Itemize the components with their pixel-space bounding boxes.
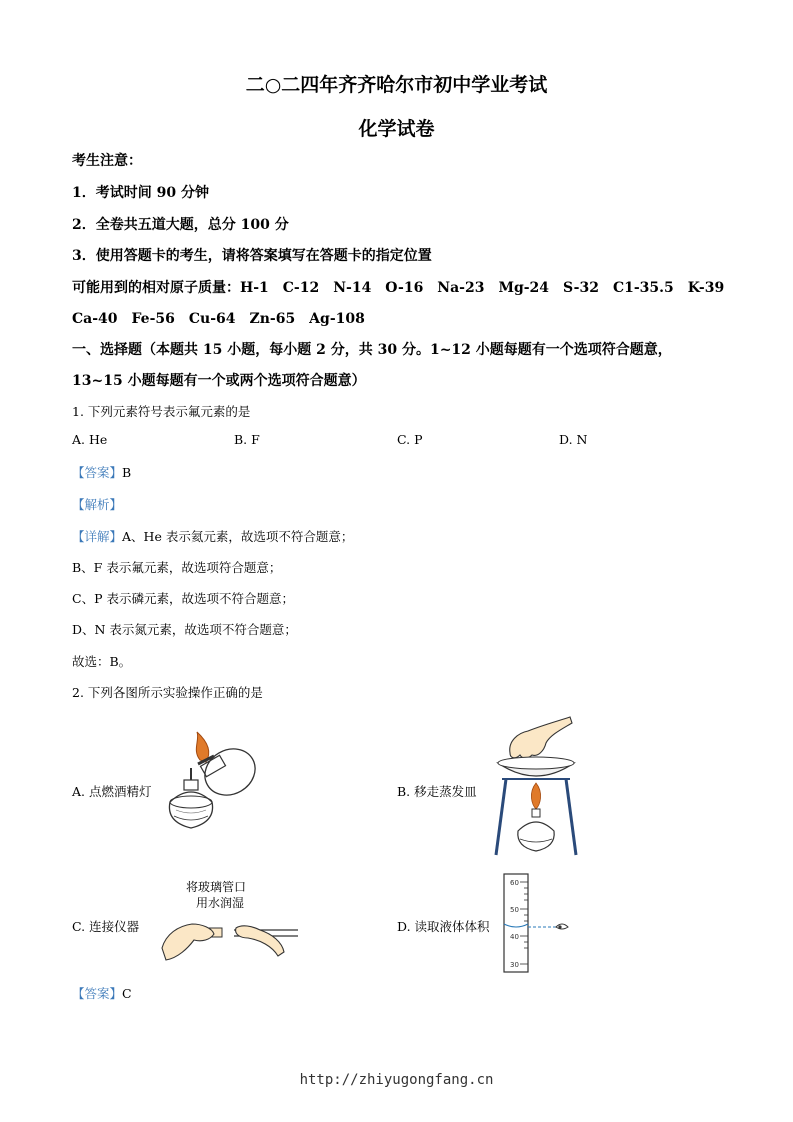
figure-evaporating-dish-illustration — [488, 713, 583, 858]
detail-line: B、F 表示氟元素，故选项符合题意； — [72, 560, 282, 575]
answer-tag: 【答案】 — [72, 465, 123, 480]
option-a: A. 点燃酒精灯 — [72, 784, 152, 799]
analysis-tag: 【解析】 — [72, 497, 123, 512]
figure-c-caption-line: 用水润湿 — [196, 896, 245, 910]
option-d: D. 读取液体体积 — [397, 919, 490, 934]
note-item: 2．全卷共五道大题，总分 100 分 — [72, 217, 289, 233]
option-d: D. N — [559, 432, 588, 447]
option-a: A. He — [72, 432, 108, 447]
answer-tag: 【答案】 — [72, 986, 123, 1001]
cylinder-tick-label: 60 — [510, 879, 519, 887]
answer-value: C — [122, 986, 132, 1001]
page-subtitle: 化学试卷 — [358, 118, 435, 140]
note-item: 1．考试时间 90 分钟 — [72, 185, 209, 201]
question-stem: 1. 下列元素符号表示氟元素的是 — [72, 404, 251, 419]
option-c: C. P — [397, 432, 423, 447]
cylinder-tick-label: 40 — [510, 933, 519, 941]
cylinder-tick-label: 30 — [510, 961, 519, 969]
section-heading: 一、选择题（本题共 15 小题，每小题 2 分，共 30 分。1~12 小题每题有一个选项符合题意， — [72, 342, 672, 358]
footer-url[interactable]: http://zhiyugongfang.cn — [299, 1072, 494, 1088]
answer-line — [72, 463, 131, 481]
section-heading: 13~15 小题每题有一个或两个选项符合题意） — [72, 373, 366, 389]
detail-tag: 【详解】 — [72, 529, 123, 544]
figure-connecting-tube-illustration — [160, 906, 300, 966]
atomic-mass-line: 可能用到的相对原子质量：H-1 C-12 N-14 O-16 Na-23 Mg-24 S-32 C1-35.5 K-39 — [72, 280, 725, 296]
cylinder-tick-label: 50 — [510, 906, 519, 914]
page-title: 二○二四年齐齐哈尔市初中学业考试 — [245, 74, 548, 96]
atomic-mass-line: Ca-40 Fe-56 Cu-64 Zn-65 Ag-108 — [72, 311, 365, 327]
question-stem: 2. 下列各图所示实验操作正确的是 — [72, 685, 263, 700]
option-b: B. 移走蒸发皿 — [397, 784, 477, 799]
detail-text: A、He 表示氦元素，故选项不符合题意； — [122, 529, 354, 544]
notes-heading: 考生注意： — [72, 153, 142, 169]
detail-line: 故选：B。 — [72, 654, 132, 669]
detail-line: C、P 表示磷元素，故选项不符合题意； — [72, 591, 294, 606]
note-item: 3．使用答题卡的考生，请将答案填写在答题卡的指定位置 — [72, 248, 432, 264]
answer-value: B — [122, 465, 132, 480]
answer-line — [72, 984, 132, 1002]
detail-line: D、N 表示氮元素，故选项不符合题意； — [72, 622, 297, 637]
figure-alcohol-lamp-illustration — [150, 730, 270, 845]
option-b: B. F — [234, 432, 260, 447]
figure-c-caption-line: 将玻璃管口 — [186, 880, 247, 894]
figure-graduated-cylinder-illustration — [496, 872, 576, 974]
detail-line — [72, 527, 353, 545]
option-c: C. 连接仪器 — [72, 919, 140, 934]
